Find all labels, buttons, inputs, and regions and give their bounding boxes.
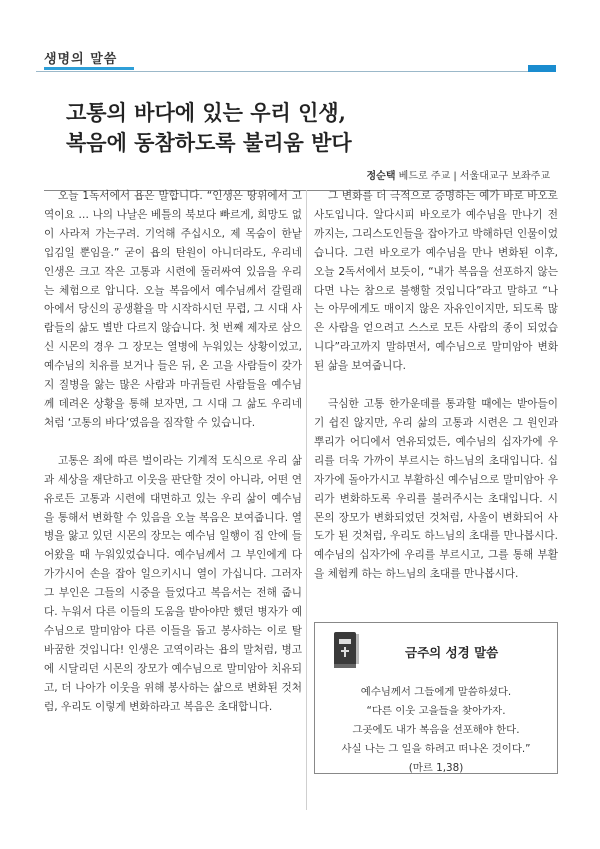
paragraph: 극심한 고통 한가운데를 통과할 때에는 받아들이기 쉽진 않지만, 우리 삶의 고통과 시련은 그 원인과 뿌리가 어디에서 연유되었든, 예수님의 십자가에 우리를 더욱 가까이 부르시는 하느님의 초대입니다. 십자가에 돌아가시고 부활하신 예수님으로 말미암아 우리가 변화하도록 우리를 불러주시는 초대입니다. 시몬의 장모가 변화되었던 것처럼, 사울이 변화되어 사도가 된 것처럼, 우리도 하느님의 초대를 만나봅시다. 예수님의 십자가에 우리를 부르시고, 그를 통해 부활을 체험케 하는 하느님의 초대를 만나봅시다. [314,398,558,581]
bible-icon [331,629,361,671]
header-accent-bar [528,65,556,72]
verse-reference: (마르 1,38) [408,762,464,774]
section-label: 생명의 말씀 [44,52,118,67]
verse-line: “다른 이웃 고을들을 찾아가자. [366,705,506,717]
author-name: 정순택 [366,171,396,182]
paragraph: 고통은 죄에 따른 벌이라는 기계적 도식으로 우리 삶과 세상을 재단하고 이웃을 판단할 것이 아니라, 어떤 연유로든 고통과 시련에 대면하고 있는 우리 삶이 예수님을 통해서 변화할 수 있음을 오늘 복음은 보여줍니다. 열병을 앓고 있던 시몬의 장모는 예수님 일행이 집 안에 들어왔을 때 누워있었습니다. 예수님께서 그 부인에게 다가가시어 손을 잡아 일으키시니 열이 가십니다. 그러자 그 부인은 그들의 시중을 들었다고 복음서는 전해 줍니다. 누워서 다른 이들의 도움을 받아야만 했던 병자가 예수님으로 말미암아 다른 이들을 돕고 봉사하는 이로 탈바꿈한 것입니다! 인생은 고역이라는 욥의 말처럼, 병고에 시달리던 시몬의 장모가 예수님으로 말미암아 치유되고, 더 나아가 이웃을 위해 봉사하는 삶으로 변화된 것처럼, 우리도 이렇게 변화하라고 복음은 초대합니다. [44,454,302,713]
section-header [36,40,556,74]
box-title: 금주의 성경 말씀 [405,645,499,660]
author-role: 베드로 주교 | 서울대교구 보좌주교 [395,171,550,182]
verse-line: 그곳에도 내가 복음을 선포해야 한다. [352,724,520,736]
verse-line: 사실 나는 그 일을 하려고 떠나온 것이다.” [341,743,531,755]
article-title [66,98,546,158]
right-column [314,187,558,603]
verse-text [321,683,551,778]
column-divider [306,190,307,810]
weekly-verse-box [314,622,558,774]
header-rule [36,71,556,72]
verse-line: 예수님께서 그들에게 말씀하셨다. [360,686,512,698]
paragraph: 그 변화를 더 극적으로 증명하는 예가 바로 바오로 사도입니다. 알다시피 바오로가 예수님을 만나기 전까지는, 그리스도인들을 잡아가고 박해하던 인물이었습니다. 그런 바오로가 예수님을 만나 변화된 이후, 오늘 2독서에서 보듯이, “내가 복음을 선포하지 않는다면 나는 참으로 불행할 것입니다”라고 말하고 “나는 아무에게도 매이지 않은 자유인이지만, 되도록 많은 사람을 얻으려고 스스로 모든 사람의 종이 되었습니다”라고까지 말하면서, 예수님으로 말미암아 변화된 삶을 보여줍니다. [314,190,558,373]
left-column [44,187,302,735]
paragraph: 오늘 1독서에서 욥은 말합니다. “인생은 땅위에서 고역이요 … 나의 나날은 베틀의 북보다 빠르게, 희망도 없이 사라져 가는구려. 기억해 주십시오, 제 목숨이 한낱 입김일 뿐임을.” 굳이 욥의 탄원이 아니더라도, 우리네 인생은 크고 작은 고통과 시련에 둘러싸여 있음을 우리는 체험으로 압니다. 오늘 복음에서 예수님께서 갈릴래아에서 당신의 공생활을 막 시작하시던 무렵, 그 시대 사람들의 삶도 별반 다르지 않습니다. 첫 번째 제자로 삼으신 시몬의 경우 그 장모는 열병에 누워있는 상황이었고, 예수님의 치유를 보거나 들은 뒤, 온 고을 사람들이 갖가지 질병을 앓는 많은 사람과 마귀들린 사람들을 예수님께 데려온 상황을 통해 보자면, 그 시대 그 삶도 우리네처럼 ‘고통의 바다’였음을 짐작할 수 있습니다. [44,190,302,429]
section-underline [44,67,134,70]
author-byline [367,167,551,182]
title-line-1: 고통의 바다에 있는 우리 인생, [66,100,346,125]
title-line-2: 복음에 동참하도록 불리움 받다 [66,130,352,155]
